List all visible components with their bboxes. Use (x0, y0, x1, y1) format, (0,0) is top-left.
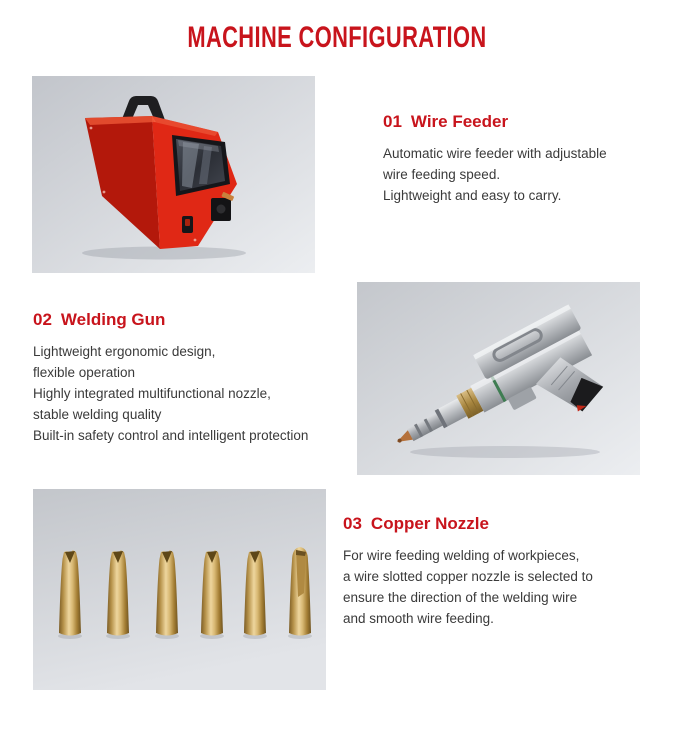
flat-face-nozzle-6 (289, 547, 311, 636)
section-description (343, 545, 663, 629)
machine-power-switch (182, 216, 193, 233)
section-welding-gun (33, 310, 363, 446)
description-line: Highly integrated multifunctional nozzle, (33, 386, 271, 401)
description-line: ensure the direction of the welding wire (343, 590, 578, 605)
copper-nozzles-illustration (33, 489, 326, 690)
wire-feeder-image-panel (32, 76, 315, 273)
description-line: stable welding quality (33, 407, 162, 422)
section-number: 02 (33, 310, 52, 329)
section-title: Wire Feeder (410, 112, 509, 131)
description-line: Lightweight ergonomic design, (33, 344, 216, 359)
section-description (33, 341, 363, 446)
slotted-nozzle-5 (244, 550, 266, 636)
slotted-nozzle-1 (59, 550, 81, 636)
wire-feeder-illustration (32, 76, 315, 273)
description-line: wire feeding speed. (383, 167, 501, 182)
section-description (383, 143, 655, 206)
slotted-nozzle-2 (107, 550, 129, 636)
section-wire-feeder (383, 112, 655, 206)
section-title: Copper Nozzle (370, 514, 489, 533)
slotted-nozzle-4 (201, 550, 223, 636)
description-line: Lightweight and easy to carry. (383, 188, 562, 203)
description-line: For wire feeding welding of workpieces, (343, 548, 580, 563)
description-line: Automatic wire feeder with adjustable (383, 146, 607, 161)
page-title-text: MACHINE CONFIGURATION (186, 21, 487, 54)
description-line: and smooth wire feeding. (343, 611, 494, 626)
section-heading (33, 310, 363, 330)
slotted-nozzle-3 (156, 550, 178, 636)
section-number: 03 (343, 514, 362, 533)
section-title: Welding Gun (60, 310, 166, 329)
section-heading (383, 112, 655, 132)
page-title (0, 22, 673, 54)
section-heading (343, 514, 663, 534)
welding-gun-image-panel (357, 282, 640, 475)
gun-shadow (410, 446, 600, 458)
description-line: a wire slotted copper nozzle is selected to (343, 569, 593, 584)
copper-nozzle-image-panel (33, 489, 326, 690)
section-copper-nozzle (343, 514, 663, 629)
welding-gun-illustration (357, 282, 640, 475)
section-number: 01 (383, 112, 402, 131)
description-line: flexible operation (33, 365, 136, 380)
description-line: Built-in safety control and intelligent protection (33, 428, 309, 443)
